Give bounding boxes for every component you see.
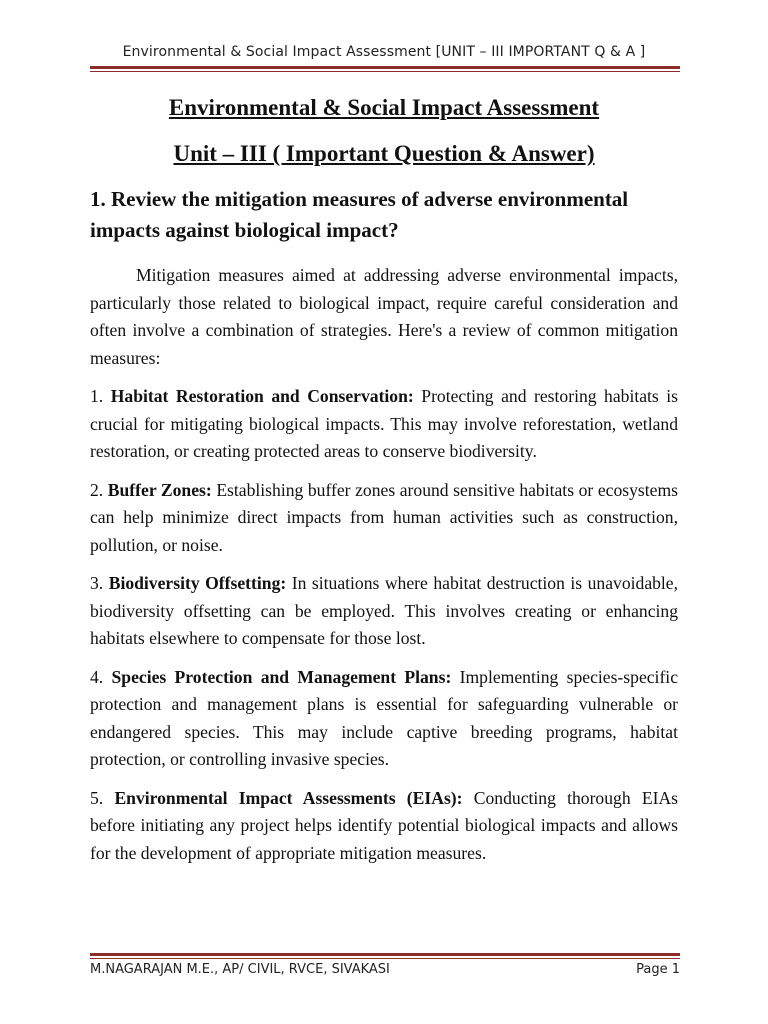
item-number: 4.: [90, 666, 104, 687]
item-term: Habitat Restoration and Conservation:: [110, 386, 414, 406]
item-number: 3.: [90, 573, 104, 593]
page-number: Page 1: [636, 962, 680, 977]
running-header: Environmental & Social Impact Assessment [UNIT – III IMPORTANT Q & A ]: [122, 44, 646, 60]
header-divider: [90, 66, 680, 72]
list-item: [90, 477, 678, 560]
list-item: [90, 383, 678, 466]
item-text: Protecting and restoring habitats is crucial for mitigating biological impacts. This may involve reforestation, wetland restoration, or creating protected areas to conserve biodiversity.: [90, 386, 679, 461]
item-term: Buffer Zones:: [107, 479, 212, 500]
item-number: 5.: [90, 787, 104, 808]
item-number: 2.: [90, 479, 104, 500]
item-term: Species Protection and Management Plans:: [111, 666, 452, 687]
item-text: In situations where habitat destruction is unavoidable, biodiversity offsetting can be employed. This involves creating or enhancing habitats elsewhere to compensate for those lost.: [90, 573, 679, 648]
item-text: Conducting thorough EIAs before initiating any project helps identify potential biological impacts and allows for the development of appropriate mitigation measures.: [90, 787, 678, 863]
footer-divider: [90, 953, 680, 959]
item-term: Biodiversity Offsetting:: [108, 573, 287, 593]
document-title: Environmental & Social Impact Assessment: [168, 95, 600, 120]
item-term: Environmental Impact Assessments (EIAs):: [114, 787, 463, 808]
footer-author: M.NAGARAJAN M.E., AP/ CIVIL, RVCE, SIVAKASI: [90, 962, 390, 977]
list-item: [90, 785, 678, 868]
running-footer: [90, 962, 680, 977]
list-item: [90, 570, 678, 653]
item-number: 1.: [90, 386, 104, 406]
intro-paragraph: Mitigation measures aimed at addressing adverse environmental impacts, particularly those related to biological impact, require careful consideration and often involve a combination of strategies. Here's a review of common mitigation measures:: [90, 265, 678, 368]
item-text: Implementing species-specific protection and management plans is essential for safeguarding vulnerable or endangered species. This may include captive breeding programs, habitat protection, or controlling invasive species.: [90, 666, 679, 769]
list-item: [90, 664, 678, 774]
item-text: Establishing buffer zones around sensitive habitats or ecosystems can help minimize direct impacts from human activities such as construction, pollution, or noise.: [90, 479, 678, 555]
document-subtitle: Unit – III ( Important Question & Answer): [173, 141, 595, 166]
page-content: [90, 92, 678, 867]
question-heading: 1. Review the mitigation measures of adverse environmental impacts against biological impact?: [90, 187, 629, 242]
